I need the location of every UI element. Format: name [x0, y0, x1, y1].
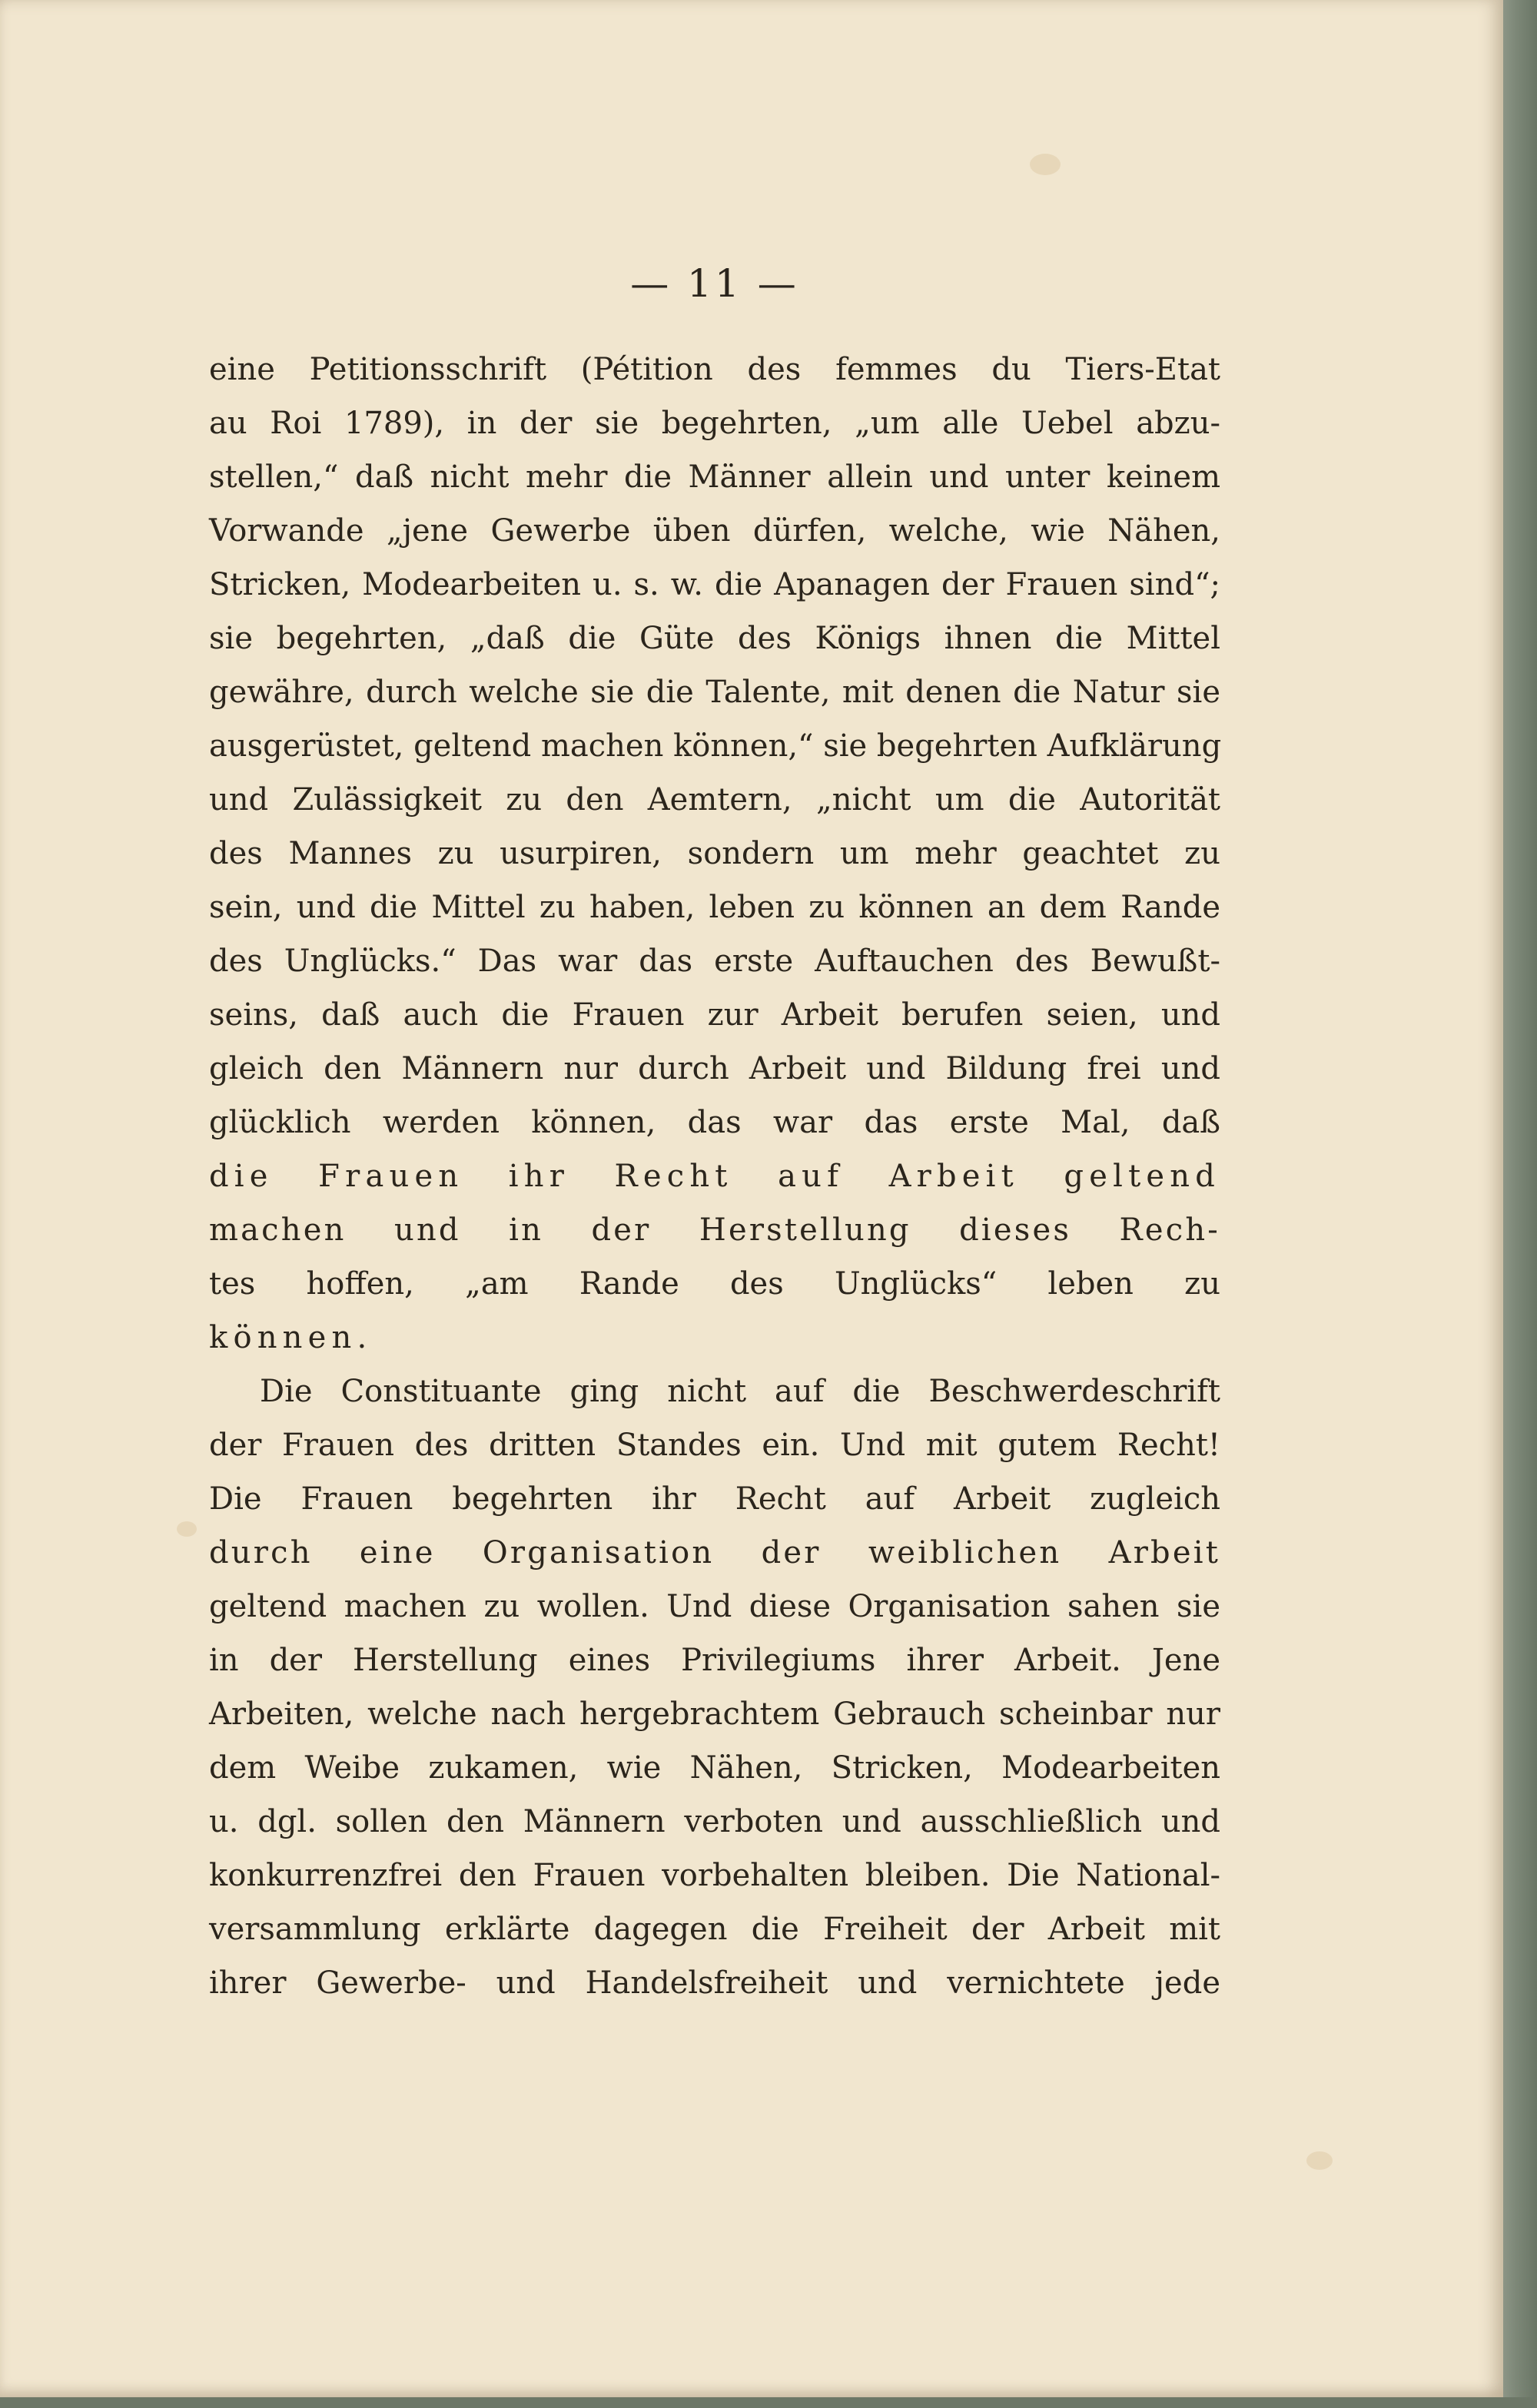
text-line-paragraph-end: können.: [209, 1320, 373, 1355]
text-line: gewähre, durch welche sie die Talente, mit denen die Natur sie: [209, 675, 1220, 710]
text-line: au Roi 1789), in der sie begehrten, „um alle Uebel abzu-: [209, 406, 1220, 441]
text-line: Arbeiten, welche nach hergebrachtem Gebrauch scheinbar nur: [209, 1697, 1220, 1732]
text-line: und Zulässigkeit zu den Aemtern, „nicht um die Autorität: [209, 782, 1220, 818]
text-line: sie begehrten, „daß die Güte des Königs ihnen die Mittel: [209, 621, 1220, 656]
page-number: — 11 —: [630, 261, 799, 306]
body-text: [209, 343, 1220, 2010]
paper-stain: [177, 1521, 197, 1537]
text-line-paragraph-start: Die Constituante ging nicht auf die Beschwerdeschrift: [260, 1374, 1220, 1409]
text-line: stellen,“ daß nicht mehr die Männer allein und unter keinem: [209, 459, 1220, 495]
text-line: ausgerüstet, geltend machen können,“ sie begehrten Aufklärung: [209, 728, 1222, 764]
paper-stain: [1030, 154, 1061, 175]
text-line: eine Petitionsschrift (Pétition des femmes du Tiers-Etat: [209, 352, 1220, 387]
text-line: geltend machen zu wollen. Und diese Organisation sahen sie: [209, 1589, 1220, 1624]
book-cover-edge: [1503, 0, 1537, 2408]
text-line: des Unglücks.“ Das war das erste Auftauchen des Bewußt-: [209, 944, 1220, 979]
text-line: versammlung erklärte dagegen die Freiheit der Arbeit mit: [209, 1912, 1220, 1947]
text-line: glücklich werden können, das war das erste Mal, daß: [209, 1105, 1220, 1140]
text-line-spaced: tes hoffen, „am Rande des Unglücks“ leben zu: [209, 1266, 1220, 1302]
text-line: in der Herstellung eines Privilegiums ihrer Arbeit. Jene: [209, 1643, 1220, 1678]
text-line: konkurrenzfrei den Frauen vorbehalten bleiben. Die National-: [209, 1858, 1220, 1893]
text-line: sein, und die Mittel zu haben, leben zu können an dem Rande: [209, 890, 1220, 925]
text-line: dem Weibe zukamen, wie Nähen, Stricken, Modearbeiten: [209, 1750, 1220, 1786]
text-line-spaced: machen und in der Herstellung dieses Rech-: [209, 1212, 1220, 1248]
text-line-spaced: die Frauen ihr Recht auf Arbeit geltend: [209, 1159, 1220, 1194]
text-line: seins, daß auch die Frauen zur Arbeit berufen seien, und: [209, 997, 1220, 1033]
text-line: u. dgl. sollen den Männern verboten und ausschließlich und: [209, 1804, 1220, 1839]
text-line: ihrer Gewerbe- und Handelsfreiheit und vernichtete jede: [209, 1965, 1220, 2001]
text-line: Vorwande „jene Gewerbe üben dürfen, welche, wie Nähen,: [209, 513, 1220, 549]
text-line: der Frauen des dritten Standes ein. Und mit gutem Recht!: [209, 1428, 1220, 1463]
text-line: Die Frauen begehrten ihr Recht auf Arbeit zugleich: [209, 1481, 1220, 1517]
text-line: des Mannes zu usurpiren, sondern um mehr geachtet zu: [209, 836, 1220, 871]
text-line: gleich den Männern nur durch Arbeit und Bildung frei und: [209, 1051, 1220, 1086]
text-line: Stricken, Modearbeiten u. s. w. die Apanagen der Frauen sind“;: [209, 567, 1220, 602]
book-cover-bottom-edge: [0, 2397, 1537, 2408]
text-line-spaced: durch eine Organisation der weiblichen Arbeit: [209, 1535, 1220, 1571]
paper-stain: [1306, 2151, 1333, 2170]
